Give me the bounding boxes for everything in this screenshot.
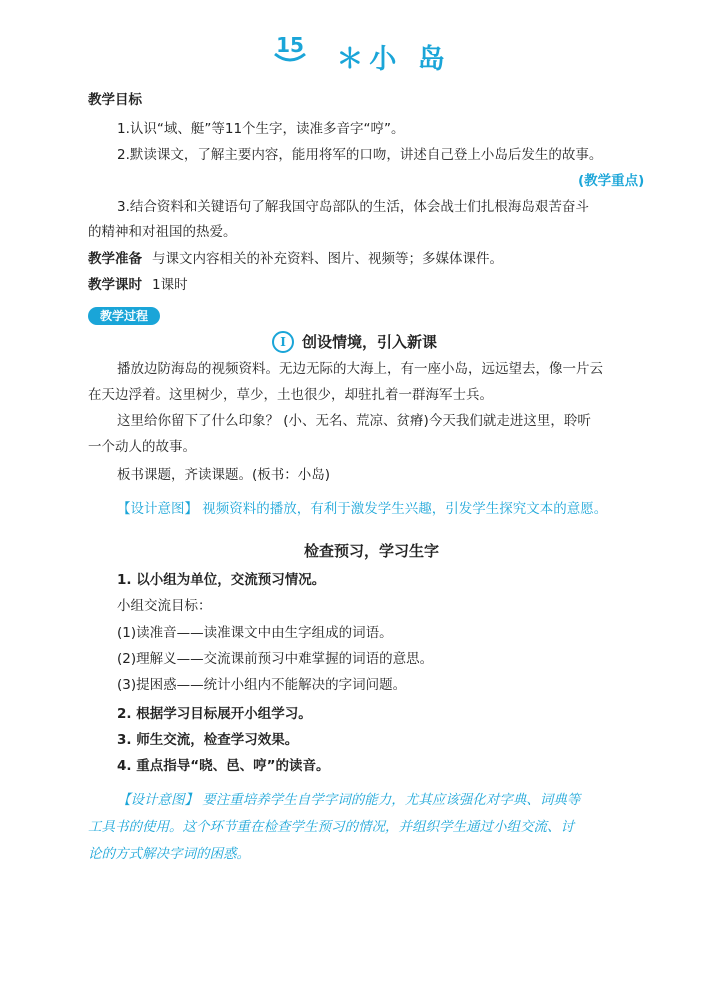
- paragraph: 板书课题，齐读课题。(板书：小岛): [117, 467, 331, 483]
- objective-item-continued: 的精神和对祖国的热爱。: [88, 224, 237, 240]
- teaching-process-badge: 教学过程: [88, 307, 160, 325]
- lesson-number-badge: [271, 30, 309, 64]
- goals-subhead: 小组交流目标：: [117, 598, 212, 614]
- design-intent-2-line: 工具书的使用。这个环节重在检查学生预习的情况，并组织学生通过小组交流、讨: [88, 819, 574, 835]
- objectives-heading: 教学目标: [88, 92, 142, 108]
- step-1: 1. 以小组为单位，交流预习情况。: [117, 572, 326, 588]
- paragraph: 播放边防海岛的视频资料。无边无际的大海上，有一座小岛，远远望去，像一片云: [117, 361, 603, 377]
- section-1-title-text: 创设情境，引入新课: [302, 333, 438, 351]
- goal-item: (2)理解义——交流课前预习中难掌握的词语的意思。: [117, 651, 434, 667]
- objective-item: 1.认识“域、艇”等11个生字，读准多音字“哼”。: [117, 121, 405, 137]
- design-intent-2-line: 论的方式解决字词的困惑。: [88, 846, 250, 862]
- paragraph: 这里给你留下了什么印象？ (小、无名、荒凉、贫瘠)今天我们就走进这里，聆听: [117, 413, 591, 429]
- section-1-title: [272, 331, 437, 353]
- design-intent-1: 【设计意图】 视频资料的播放，有利于激发学生兴趣，引发学生探究文本的意愿。: [117, 501, 608, 517]
- step-4: 4. 重点指导“晓、邑、哼”的读音。: [117, 758, 330, 774]
- goal-item: (1)读准音——读准课文中由生字组成的词语。: [117, 625, 393, 641]
- teaching-prep-text: 与课文内容相关的补充资料、图片、视频等；多媒体课件。: [152, 251, 503, 267]
- objective-item: 2.默读课文，了解主要内容，能用将军的口吻，讲述自己登上小岛后发生的故事。: [117, 147, 603, 163]
- paragraph: 一个动人的故事。: [88, 439, 196, 455]
- step-2: 2. 根据学习目标展开小组学习。: [117, 706, 312, 722]
- teaching-prep-label: 教学准备: [88, 251, 142, 267]
- section-1-numeral: I: [272, 331, 294, 353]
- section-2-title: 检查预习，学习生字: [304, 542, 440, 560]
- step-3: 3. 师生交流，检查学习效果。: [117, 732, 299, 748]
- key-point-tag: (教学重点): [578, 173, 645, 189]
- design-intent-2-line: 【设计意图】 要注重培养学生自学字词的能力，尤其应该强化对字典、词典等: [117, 792, 581, 808]
- teaching-hours-text: 1课时: [152, 277, 188, 293]
- goal-item: (3)提困惑——统计小组内不能解决的字词问题。: [117, 677, 407, 693]
- teaching-prep: [88, 249, 503, 269]
- lesson-title: ＊小 岛: [336, 44, 451, 75]
- lesson-header: [0, 34, 722, 86]
- teaching-hours-label: 教学课时: [88, 277, 142, 293]
- lesson-number: 15: [276, 33, 305, 57]
- objective-item: 3.结合资料和关键语句了解我国守岛部队的生活，体会战士们扎根海岛艰苦奋斗: [117, 199, 589, 215]
- paragraph: 在天边浮着。这里树少，草少，土也很少，却驻扎着一群海军士兵。: [88, 387, 493, 403]
- teaching-hours: [88, 275, 188, 295]
